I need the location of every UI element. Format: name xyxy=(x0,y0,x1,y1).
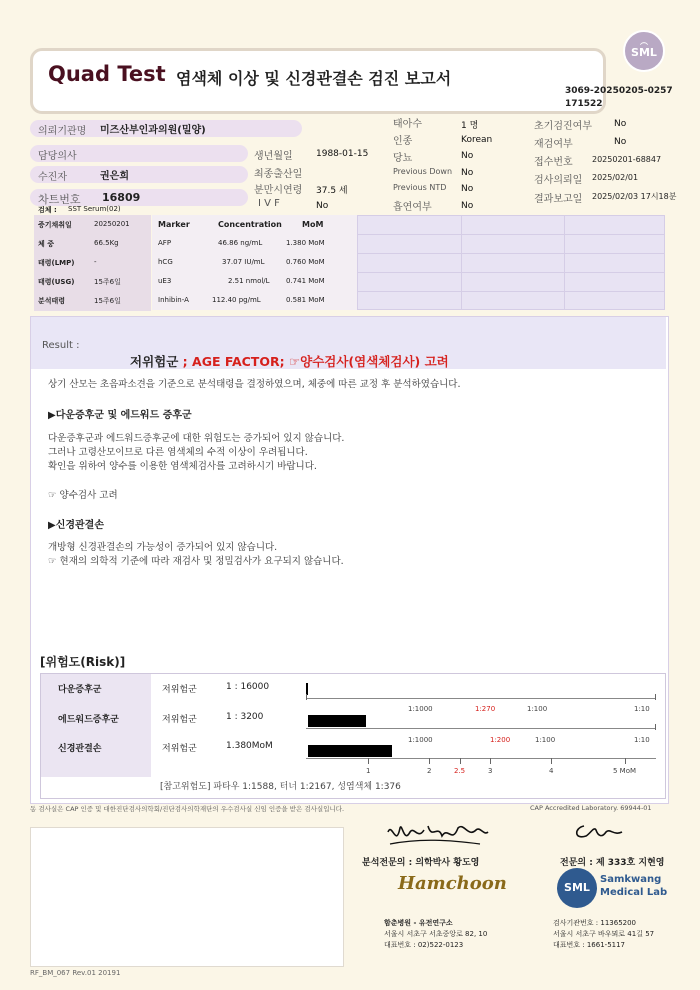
marker-concentration: 46.86 ng/mL xyxy=(218,239,263,247)
prev-ntd-value: No xyxy=(461,184,474,194)
diabetes-label: 당뇨 xyxy=(393,153,413,164)
first-exam-label: 초기검진여부 xyxy=(534,121,592,132)
section-ntd-title: ▶신경관결손 xyxy=(48,520,104,531)
scale-tick-label: 1:10 xyxy=(634,736,650,744)
marker-mom: 0.760 MoM xyxy=(286,258,325,266)
measure-row-value: 15주6일 xyxy=(94,297,121,305)
marker-concentration: 37.07 IU/mL xyxy=(222,258,265,266)
risk-level: 저위험군 xyxy=(162,744,197,754)
measure-row xyxy=(34,253,665,273)
blank-box xyxy=(30,827,344,967)
scale-tick-label: 1:100 xyxy=(535,736,556,744)
last-birth-label: 최종출산일 xyxy=(254,169,303,180)
section-ntd-line: ☞ 현재의 의학적 기준에 따라 재검사 및 정밀검사가 요구되지 않습니다. xyxy=(48,556,344,567)
specimen-value: SST Serum(02) xyxy=(68,205,121,213)
address-left: 대표번호 : 02)522-0123 xyxy=(384,941,464,949)
measure-row-value: 66.5Kg xyxy=(94,239,119,247)
scale-cutoff-label: 1:270 xyxy=(475,705,496,713)
cap-note: CAP Accredited Laboratory. 69944-01 xyxy=(530,804,652,812)
marker-name: uE3 xyxy=(158,277,172,285)
measure-row-label: 증기채취일 xyxy=(38,221,72,229)
accreditation-note: 동 검사실은 CAP 인증 및 대한진단검사의학회/진단검사의학재단의 우수검사실 신임 인증을 받은 검사실입니다. xyxy=(30,805,345,813)
first-exam-value: No xyxy=(614,119,627,129)
fetus-label: 태아수 xyxy=(393,119,422,130)
section-down-line: 다운증후군과 에드워드증후군에 대한 위험도는 증가되어 있지 않습니다. xyxy=(48,433,345,444)
marker-header: Marker xyxy=(158,220,190,229)
risk-bar-ntd xyxy=(308,745,392,757)
measure-row-label: 태령(USG) xyxy=(38,278,75,286)
measure-row-value: 15주6일 xyxy=(94,278,121,286)
report-date-label: 결과보고일 xyxy=(534,194,583,205)
sml-logo xyxy=(623,30,665,72)
prev-ntd-label: Previous NTD xyxy=(393,183,447,192)
doc-number: 3069-20250205-0257 xyxy=(565,86,673,96)
reference-risk: [참고위험도] 파타우 1:1588, 터너 1:2167, 성염색체 1:376 xyxy=(160,782,401,792)
risk-level: 저위험군 xyxy=(162,715,197,725)
race-value: Korean xyxy=(461,135,493,145)
mom-header: MoM xyxy=(302,220,324,229)
samkwang-subtitle: Medical Lab xyxy=(600,887,668,898)
specimen-label: 검체 : xyxy=(38,206,57,214)
prev-down-label: Previous Down xyxy=(393,167,453,176)
request-date: 2025/02/01 xyxy=(592,173,639,182)
ivf-value: No xyxy=(316,201,329,211)
measure-row-label: 체 중 xyxy=(38,240,54,248)
report-title-ko: 염색체 이상 및 신경관결손 검진 보고서 xyxy=(176,69,452,88)
risk-value: 1 : 16000 xyxy=(226,682,270,692)
scale-tick-label: 1 xyxy=(366,767,371,775)
scale-tick-label: 3 xyxy=(488,767,493,775)
hospital-label: 의뢰기관명 xyxy=(38,126,87,137)
smoking-label: 흡연여부 xyxy=(393,202,432,213)
amniocentesis-note: ☞ 양수검사 고려 xyxy=(48,490,118,501)
logo-text: SML xyxy=(631,46,657,59)
marker-mom: 0.741 MoM xyxy=(286,277,325,285)
chart-number: 16809 xyxy=(102,191,141,204)
scale-tick-label: 1:1000 xyxy=(408,736,433,744)
smoking-value: No xyxy=(461,201,474,211)
sml-footer-logo: SML xyxy=(557,868,597,908)
specialist-caption: 전문의 : 제 333호 지현영 xyxy=(560,858,665,868)
reception-number: 20250201-68847 xyxy=(592,155,662,164)
risk-value: 1 : 3200 xyxy=(226,712,264,722)
measure-row-value: 20250201 xyxy=(94,220,130,228)
marker-name: Inhibin-A xyxy=(158,296,189,304)
dob-label: 생년월일 xyxy=(254,151,293,162)
scale-cutoff-label: 1:200 xyxy=(490,736,511,744)
prev-down-value: No xyxy=(461,168,474,178)
risk-bar-edwards xyxy=(308,715,366,727)
measure-row-value: - xyxy=(94,258,97,266)
measure-row xyxy=(34,272,665,292)
analyst-caption: 분석전문의 : 의학박사 황도영 xyxy=(362,858,480,868)
scale-tick-label: 1:100 xyxy=(527,705,548,713)
measure-row xyxy=(34,215,665,235)
scale-cutoff-label: 2.5 xyxy=(454,767,466,775)
marker-concentration: 2.51 nmol/L xyxy=(228,277,270,285)
address-right: 서울시 서초구 바우뫼로 41길 57 xyxy=(553,930,655,938)
report-title-en: Quad Test xyxy=(48,62,166,86)
address-right: 대표번호 : 1661-5117 xyxy=(553,941,626,949)
chart-label: 차트번호 xyxy=(38,193,81,206)
form-code: RF_BM_067 Rev.01 20191 xyxy=(30,969,121,977)
scale-tick-label: 5 MoM xyxy=(613,767,637,775)
concentration-header: Concentration xyxy=(218,220,282,229)
marker-name: hCG xyxy=(158,258,173,266)
result-label: Result : xyxy=(42,340,80,351)
risk-scale-line xyxy=(306,728,656,729)
address-left: 함춘병원 - 유전연구소 xyxy=(384,919,453,927)
race-label: 인종 xyxy=(393,136,413,147)
result-intro: 상기 산모는 초음파소견을 기준으로 분석태령을 결정하였으며, 체중에 따른 교정 후 분석하였습니다. xyxy=(48,379,461,390)
samkwang-name: Samkwang xyxy=(600,874,662,885)
retest-value: No xyxy=(614,137,627,147)
address-right: 검사기관번호 : 11365200 xyxy=(553,919,637,927)
dob-value: 1988-01-15 xyxy=(316,149,369,159)
reception-label: 접수번호 xyxy=(534,157,573,168)
result-risk-level: 저위험군 xyxy=(130,354,179,369)
measurement-table xyxy=(34,215,665,310)
measure-row-label: 분석태령 xyxy=(38,297,66,305)
logo-arc-icon: ︵ xyxy=(640,37,648,46)
section-down-line: 그러나 고령산모이므로 다른 염색체의 수적 이상이 우려됩니다. xyxy=(48,447,308,458)
scale-tick-label: 1:10 xyxy=(634,705,650,713)
hospital-name: 미즈산부인과의원(밀양) xyxy=(100,125,206,136)
request-date-label: 검사의뢰일 xyxy=(534,175,583,186)
scale-tick-label: 4 xyxy=(549,767,554,775)
age-label: 분만시연령 xyxy=(254,185,303,196)
result-recommendation: ; AGE FACTOR; ☞양수검사(염색체검사) 고려 xyxy=(182,354,449,369)
section-down-line: 확인을 위하여 양수를 이용한 염색체검사를 고려하시기 바랍니다. xyxy=(48,461,317,472)
signature-right xyxy=(570,820,630,844)
patient-label: 수진자 xyxy=(38,172,67,183)
hamchoon-logo: Hamchoon xyxy=(398,873,507,894)
marker-concentration: 112.40 pg/mL xyxy=(212,296,261,304)
diabetes-value: No xyxy=(461,151,474,161)
section-ntd-line: 개방형 신경관결손의 가능성이 증가되어 있지 않습니다. xyxy=(48,542,278,553)
age-value: 37.5 세 xyxy=(316,186,348,196)
ivf-label: I V F xyxy=(258,198,280,209)
scale-tick-label: 2 xyxy=(427,767,432,775)
marker-mom: 0.581 MoM xyxy=(286,296,325,304)
risk-title: [위험도(Risk)] xyxy=(40,655,126,669)
risk-level: 저위험군 xyxy=(162,685,197,695)
risk-scale-line xyxy=(306,758,656,759)
address-left: 서울시 서초구 서초중앙로 82, 10 xyxy=(384,930,488,938)
retest-label: 재검여부 xyxy=(534,139,573,150)
risk-name: 신경관결손 xyxy=(58,744,102,754)
signature-left xyxy=(380,818,490,852)
result-headline xyxy=(130,352,449,370)
risk-name: 에드워드증후군 xyxy=(58,715,119,725)
doctor-label: 담당의사 xyxy=(38,151,77,162)
scale-tick-label: 1:1000 xyxy=(408,705,433,713)
report-date: 2025/02/03 17시18분 xyxy=(592,192,677,201)
risk-name: 다운증후군 xyxy=(58,685,102,695)
risk-scale-line xyxy=(306,698,656,699)
measure-row-label: 태령(LMP) xyxy=(38,259,75,267)
doc-number-2: 171522 xyxy=(565,99,603,109)
measure-row xyxy=(34,234,665,254)
marker-name: AFP xyxy=(158,239,172,247)
marker-mom: 1.380 MoM xyxy=(286,239,325,247)
risk-value: 1.380MoM xyxy=(226,741,273,751)
section-down-edwards-title: ▶다운증후군 및 에드워드 증후군 xyxy=(48,410,192,421)
patient-name: 권은희 xyxy=(100,171,129,182)
fetus-value: 1 명 xyxy=(461,121,479,131)
measure-row xyxy=(34,291,665,311)
